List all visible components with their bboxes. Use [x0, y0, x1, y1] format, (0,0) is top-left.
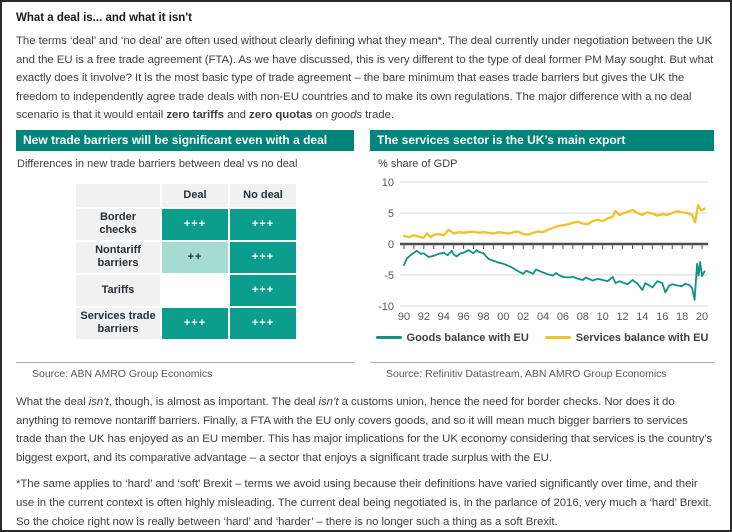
- column-header-no-deal: No deal: [230, 184, 296, 207]
- svg-text:16: 16: [656, 310, 669, 323]
- cell-deal: +++: [162, 308, 228, 339]
- cell-deal: [162, 275, 228, 306]
- svg-text:08: 08: [576, 310, 589, 323]
- trade-barriers-panel-header: New trade barriers will be significant even with a deal: [16, 130, 354, 151]
- svg-text:18: 18: [676, 310, 689, 323]
- table-row: [76, 308, 296, 339]
- svg-text:90: 90: [397, 310, 411, 323]
- body-paragraph: [16, 393, 716, 467]
- svg-text:10: 10: [381, 176, 394, 189]
- svg-text:-5: -5: [384, 269, 394, 282]
- svg-text:12: 12: [616, 310, 629, 323]
- column-header-deal: Deal: [162, 184, 228, 207]
- svg-text:14: 14: [636, 310, 649, 323]
- barriers-table-wrap: [74, 182, 354, 341]
- services-chart-panel-header: The services sector is the UK’s main export: [370, 130, 714, 151]
- footnote-paragraph: *The same applies to ‘hard’ and ‘soft’ Brexit – terms we avoid using because their definitions have varied significantly over time, and their use in the current context is often highly misleading. The current deal being negotiated is, in the parlance of 2016, very much a ‘hard’ Brexit. So the choice right now is really between ‘hard’ and ‘harder’ – there is no longer such a thing as a soft Brexit.: [16, 478, 712, 528]
- svg-text:10: 10: [596, 310, 609, 323]
- cell-deal: +++: [162, 209, 228, 240]
- table-corner-cell: [76, 184, 160, 207]
- intro-segment-italic: goods: [331, 109, 363, 122]
- row-label: Services trade barriers: [76, 308, 160, 339]
- row-label: Tariffs: [76, 275, 160, 306]
- svg-text:04: 04: [536, 310, 550, 323]
- legend-item-services: [545, 332, 709, 344]
- intro-paragraph: [16, 32, 716, 125]
- figure-panels: [16, 130, 716, 382]
- body-segment-italic: isn’t: [318, 395, 339, 408]
- legend-item-goods: [376, 332, 529, 344]
- intro-segment: trade.: [362, 109, 394, 122]
- left-source-text: Source: ABN AMRO Group Economics: [32, 367, 213, 380]
- body-segment-italic: isn’t: [88, 395, 109, 408]
- svg-text:0: 0: [387, 238, 394, 251]
- left-source: [16, 362, 354, 382]
- body-segment: , though, is almost as important. The deal: [108, 395, 319, 408]
- right-source: [370, 362, 714, 382]
- services-chart-panel: [370, 130, 714, 382]
- right-source-text: Source: Refinitiv Datastream, ABN AMRO Group Economics: [386, 367, 667, 380]
- table-row: [76, 275, 296, 306]
- chart-area: [370, 172, 714, 331]
- intro-segment-bold: zero quotas: [249, 109, 313, 122]
- intro-segment-bold: zero tariffs: [166, 109, 224, 122]
- services-line-swatch-icon: [545, 336, 571, 339]
- row-label: Border checks: [76, 209, 160, 240]
- table-row: [76, 242, 296, 273]
- chart-y-axis-label: % share of GDP: [378, 157, 458, 170]
- intro-segment: The terms ‘deal’ and ‘no deal’ are often used without clearly defining what they mean*. The deal currently under negotiation between the UK and the EU is a free trade agreement (FTA). As we have discussed, this is very different to the type of deal former PM May sought. But what exactly does it involve? It is the most basic type of trade agreement – the bare minimum that eases trade barriers but gives the UK the freedom to independently agree trade deals with non-EU countries and to make its own regulations. The major difference with a no deal scenario is that it would entail: [16, 35, 714, 122]
- trade-barriers-panel-subtitle: Differences in new trade barriers between deal vs no deal: [17, 157, 298, 170]
- legend-label-goods: Goods balance with EU: [406, 331, 529, 344]
- balance-line-chart: [370, 172, 714, 326]
- intro-segment: on: [312, 109, 332, 122]
- svg-text:06: 06: [556, 310, 570, 323]
- svg-text:-10: -10: [378, 300, 394, 313]
- cell-no-deal: +++: [230, 242, 296, 273]
- legend-label-services: Services balance with EU: [575, 331, 709, 344]
- cell-no-deal: +++: [230, 308, 296, 339]
- svg-text:94: 94: [437, 310, 450, 323]
- svg-text:92: 92: [417, 310, 430, 323]
- intro-segment: and: [223, 109, 250, 122]
- svg-text:00: 00: [497, 310, 510, 323]
- trade-barriers-panel: [16, 130, 354, 382]
- body-segment: a customs union, hence the need for border checks. Nor does it do anything to remove nontariff barriers. Finally, a FTA with the EU only covers goods, and so it will mean much bigger barriers to services trade than the UK has enjoyed as an EU member. This has major implications for the UK economy considering that services is the country’s biggest export, and its comparative advantage – a sector that enjoys a significant trade surplus with the EU.: [16, 395, 713, 464]
- page-title: What a deal is... and what it isn't: [16, 12, 192, 24]
- svg-text:98: 98: [477, 310, 490, 323]
- svg-text:5: 5: [387, 207, 394, 220]
- barriers-table: [74, 182, 298, 341]
- svg-text:02: 02: [517, 310, 530, 323]
- cell-no-deal: +++: [230, 275, 296, 306]
- cell-deal: ++: [162, 242, 228, 273]
- row-label: Nontariff barriers: [76, 242, 160, 273]
- cell-no-deal: +++: [230, 209, 296, 240]
- body-segment: What the deal: [16, 395, 89, 408]
- svg-text:20: 20: [695, 310, 709, 323]
- table-row: [76, 209, 296, 240]
- svg-text:96: 96: [457, 310, 470, 323]
- chart-legend: [370, 332, 714, 344]
- goods-line-swatch-icon: [376, 336, 402, 339]
